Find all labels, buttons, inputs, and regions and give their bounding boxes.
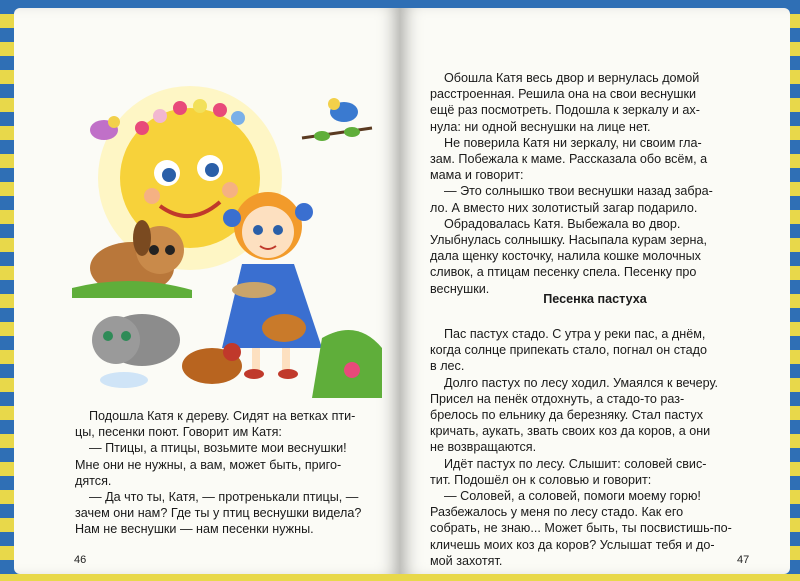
paragraph: — Соловей, а соловей, помоги моему горю! Разбежалось у меня по лесу стадо. Как его собрать, не знаю... Может быть, ты посвистишь-по- кличешь моих коз да коров? Услышат тебя и до- мой захотят.	[430, 489, 732, 568]
left-page-text	[75, 408, 381, 538]
story-title: Песенка пастуха	[543, 292, 647, 306]
kitten-icon	[92, 314, 180, 388]
page-number-right: 47	[737, 554, 750, 566]
page-number-left: 46	[74, 554, 87, 566]
paragraph: — Да что ты, Катя, — протренькали птицы, — зачем они нам? Где ты у птиц веснушки видела? Нам не веснушки — нам песенки нужны.	[75, 490, 362, 537]
open-book	[14, 8, 790, 574]
paragraph: Подошла Катя к дереву. Сидят на ветках пти- цы, песенки поют. Говорит им Катя:	[75, 409, 356, 440]
paragraph: Пас пастух стадо. С утра у реки пас, а днём, когда солнце припекать стало, погнал он стадо в лес.	[430, 327, 707, 374]
illustration	[72, 78, 390, 400]
paragraph: Обошла Катя весь двор и вернулась домой расстроенная. Решила она на свои веснушки ещё раз посмотреть. Подошла к зеркалу и ах- нула: ни одной веснушки на лице нет.	[430, 71, 700, 134]
right-page-text-bottom	[430, 326, 774, 569]
paragraph: Идёт пастух по лесу. Слышит: соловей свис- тит. Подошёл он к соловью и говорит:	[430, 456, 707, 487]
paragraph: — Птицы, а птицы, возьмите мои веснушки! Мне они не нужны, а вам, может быть, приго- дятся.	[75, 441, 347, 488]
right-page-text-top	[430, 70, 774, 297]
paragraph: Не поверила Катя ни зеркалу, ни своим гла- зам. Побежала к маме. Рассказала обо всём, а мама и говорит:	[430, 135, 708, 183]
paragraph: Обрадовалась Катя. Выбежала во двор. Улыбнулась солнышку. Насыпала курам зерна, дала щенку косточку, налила кошке молочных сливок, а птицам песенку спела. Песенку про веснушки.	[430, 216, 707, 296]
left-page	[14, 8, 400, 574]
paragraph: Долго пастух по лесу ходил. Умаялся к вечеру. Присел на пенёк отдохнуть, а стадо-то раз- брелось по ельнику да березняку. Стал пастух кричать, аукать, звать своих коз да коров, а они не возвращаются.	[430, 375, 719, 455]
paragraph: — Это солнышко твои веснушки назад забра- ло. А вместо них золотистый загар подарило.	[430, 184, 713, 215]
right-page	[400, 8, 790, 574]
